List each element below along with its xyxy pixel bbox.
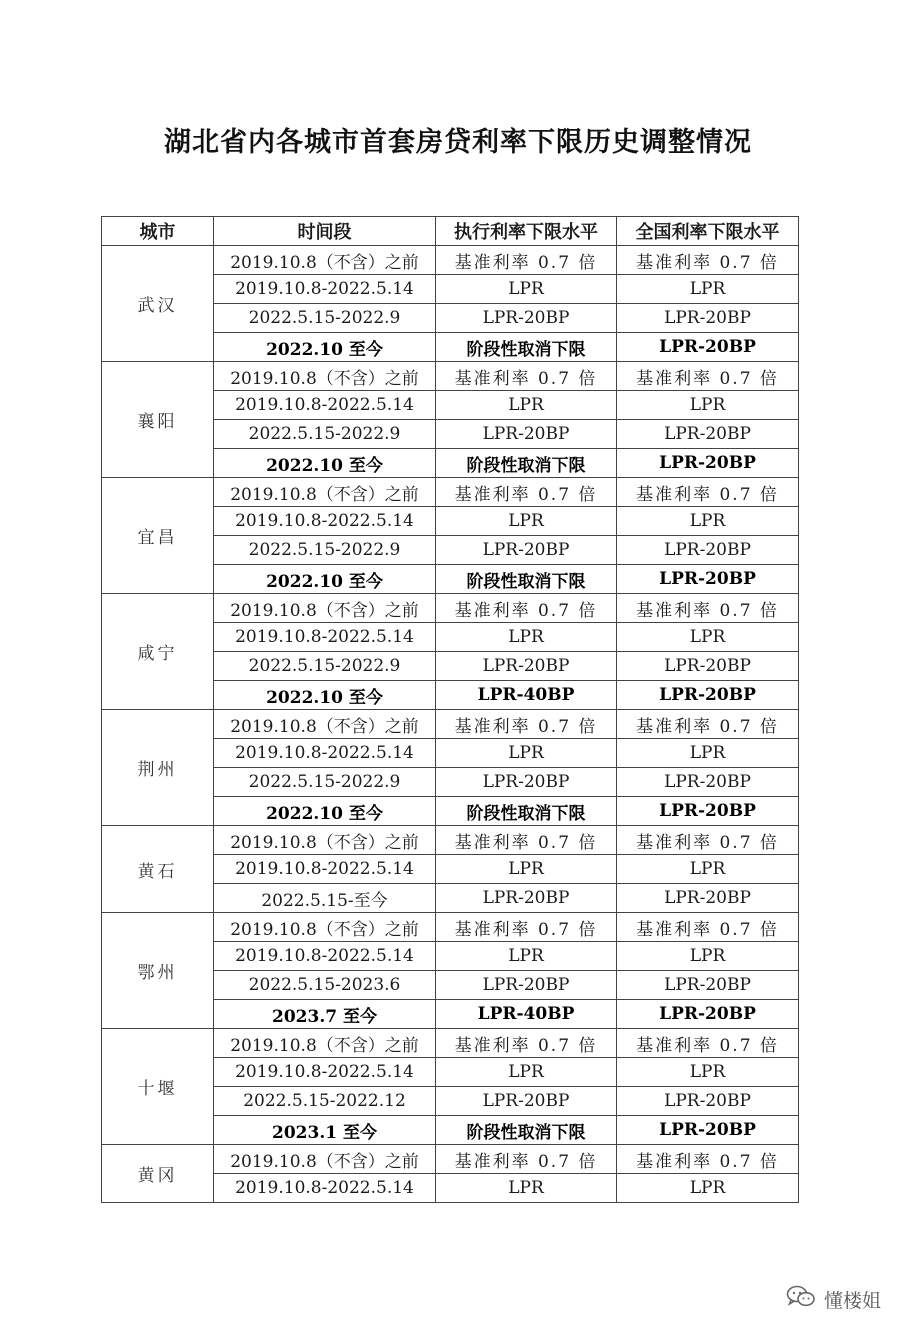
period-cell: 2019.10.8-2022.5.14 [214,623,436,652]
city-cell: 襄阳 [102,362,214,478]
period-cell: 2019.10.8（不含）之前 [214,1029,436,1058]
period-cell: 2022.5.15-2022.9 [214,420,436,449]
national-rate-cell: LPR-20BP [617,420,799,449]
period-cell: 2023.1 至今 [214,1116,436,1145]
exec-rate-cell: LPR [436,507,617,536]
national-rate-cell: 基准利率 0.7 倍 [617,594,799,623]
exec-rate-cell: LPR-20BP [436,304,617,333]
period-cell: 2022.5.15-2022.9 [214,768,436,797]
period-cell: 2019.10.8（不含）之前 [214,913,436,942]
national-rate-cell: LPR-20BP [617,565,799,594]
table-row [102,362,799,391]
exec-rate-cell: 阶段性取消下限 [436,333,617,362]
national-rate-cell: LPR-20BP [617,1116,799,1145]
period-cell: 2019.10.8（不含）之前 [214,478,436,507]
rate-table [101,216,799,1203]
national-rate-cell: LPR-20BP [617,768,799,797]
period-cell: 2019.10.8（不含）之前 [214,362,436,391]
national-rate-cell: LPR [617,391,799,420]
table-row [102,826,799,855]
period-cell: 2019.10.8（不含）之前 [214,246,436,275]
national-rate-cell: LPR [617,739,799,768]
table-row [102,246,799,275]
exec-rate-cell: LPR-40BP [436,681,617,710]
exec-rate-cell: 基准利率 0.7 倍 [436,478,617,507]
national-rate-cell: LPR [617,1058,799,1087]
exec-rate-cell: LPR [436,275,617,304]
header-city: 城市 [102,217,214,246]
national-rate-cell: LPR-20BP [617,536,799,565]
period-cell: 2022.10 至今 [214,333,436,362]
table-row [102,710,799,739]
table-body [102,246,799,1203]
city-cell: 荆州 [102,710,214,826]
exec-rate-cell: LPR-20BP [436,420,617,449]
exec-rate-cell: 阶段性取消下限 [436,1116,617,1145]
period-cell: 2022.10 至今 [214,797,436,826]
header-period: 时间段 [214,217,436,246]
period-cell: 2022.5.15-至今 [214,884,436,913]
watermark [786,1284,881,1314]
national-rate-cell: LPR [617,1174,799,1203]
national-rate-cell: 基准利率 0.7 倍 [617,246,799,275]
national-rate-cell: LPR [617,623,799,652]
period-cell: 2022.10 至今 [214,449,436,478]
national-rate-cell: LPR-20BP [617,797,799,826]
exec-rate-cell: 基准利率 0.7 倍 [436,246,617,275]
period-cell: 2022.5.15-2023.6 [214,971,436,1000]
exec-rate-cell: LPR-20BP [436,652,617,681]
period-cell: 2022.5.15-2022.9 [214,652,436,681]
exec-rate-cell: LPR-20BP [436,1087,617,1116]
table-header-row [102,217,799,246]
period-cell: 2019.10.8（不含）之前 [214,826,436,855]
table-row [102,594,799,623]
city-cell: 咸宁 [102,594,214,710]
exec-rate-cell: LPR [436,1174,617,1203]
city-cell: 黄石 [102,826,214,913]
national-rate-cell: LPR [617,507,799,536]
exec-rate-cell: LPR [436,1058,617,1087]
exec-rate-cell: LPR-20BP [436,971,617,1000]
table-row [102,478,799,507]
period-cell: 2022.10 至今 [214,681,436,710]
national-rate-cell: 基准利率 0.7 倍 [617,478,799,507]
header-national-rate: 全国利率下限水平 [617,217,799,246]
exec-rate-cell: 阶段性取消下限 [436,565,617,594]
national-rate-cell: LPR-20BP [617,971,799,1000]
city-cell: 黄冈 [102,1145,214,1203]
city-cell: 十堰 [102,1029,214,1145]
national-rate-cell: 基准利率 0.7 倍 [617,362,799,391]
exec-rate-cell: 基准利率 0.7 倍 [436,594,617,623]
national-rate-cell: LPR-20BP [617,449,799,478]
period-cell: 2022.10 至今 [214,565,436,594]
period-cell: 2019.10.8（不含）之前 [214,1145,436,1174]
exec-rate-cell: 基准利率 0.7 倍 [436,826,617,855]
wechat-icon [786,1284,816,1315]
national-rate-cell: LPR [617,855,799,884]
exec-rate-cell: LPR-20BP [436,884,617,913]
exec-rate-cell: 基准利率 0.7 倍 [436,1145,617,1174]
national-rate-cell: LPR [617,942,799,971]
exec-rate-cell: LPR [436,623,617,652]
period-cell: 2022.5.15-2022.9 [214,536,436,565]
period-cell: 2019.10.8-2022.5.14 [214,507,436,536]
national-rate-cell: LPR-20BP [617,884,799,913]
header-exec-rate: 执行利率下限水平 [436,217,617,246]
national-rate-cell: 基准利率 0.7 倍 [617,826,799,855]
national-rate-cell: 基准利率 0.7 倍 [617,710,799,739]
page-title: 湖北省内各城市首套房贷利率下限历史调整情况 [164,127,752,158]
national-rate-cell: LPR-20BP [617,333,799,362]
period-cell: 2022.5.15-2022.12 [214,1087,436,1116]
table-row [102,913,799,942]
national-rate-cell: 基准利率 0.7 倍 [617,913,799,942]
national-rate-cell: 基准利率 0.7 倍 [617,1029,799,1058]
exec-rate-cell: 阶段性取消下限 [436,797,617,826]
exec-rate-cell: 基准利率 0.7 倍 [436,362,617,391]
national-rate-cell: LPR [617,275,799,304]
period-cell: 2019.10.8（不含）之前 [214,594,436,623]
city-cell: 鄂州 [102,913,214,1029]
period-cell: 2019.10.8-2022.5.14 [214,275,436,304]
city-cell: 武汉 [102,246,214,362]
national-rate-cell: LPR-20BP [617,681,799,710]
exec-rate-cell: LPR [436,739,617,768]
period-cell: 2019.10.8-2022.5.14 [214,855,436,884]
exec-rate-cell: 基准利率 0.7 倍 [436,710,617,739]
period-cell: 2019.10.8-2022.5.14 [214,1058,436,1087]
exec-rate-cell: 基准利率 0.7 倍 [436,1029,617,1058]
table-row [102,1029,799,1058]
exec-rate-cell: LPR [436,855,617,884]
period-cell: 2019.10.8（不含）之前 [214,710,436,739]
national-rate-cell: 基准利率 0.7 倍 [617,1145,799,1174]
watermark-text: 懂楼姐 [824,1289,882,1312]
exec-rate-cell: LPR-40BP [436,1000,617,1029]
national-rate-cell: LPR-20BP [617,1087,799,1116]
table-row [102,1145,799,1174]
national-rate-cell: LPR-20BP [617,1000,799,1029]
period-cell: 2019.10.8-2022.5.14 [214,942,436,971]
period-cell: 2019.10.8-2022.5.14 [214,391,436,420]
city-cell: 宜昌 [102,478,214,594]
period-cell: 2022.5.15-2022.9 [214,304,436,333]
exec-rate-cell: LPR [436,391,617,420]
national-rate-cell: LPR-20BP [617,652,799,681]
exec-rate-cell: LPR-20BP [436,536,617,565]
period-cell: 2019.10.8-2022.5.14 [214,1174,436,1203]
exec-rate-cell: LPR-20BP [436,768,617,797]
exec-rate-cell: LPR [436,942,617,971]
period-cell: 2023.7 至今 [214,1000,436,1029]
exec-rate-cell: 阶段性取消下限 [436,449,617,478]
period-cell: 2019.10.8-2022.5.14 [214,739,436,768]
national-rate-cell: LPR-20BP [617,304,799,333]
exec-rate-cell: 基准利率 0.7 倍 [436,913,617,942]
